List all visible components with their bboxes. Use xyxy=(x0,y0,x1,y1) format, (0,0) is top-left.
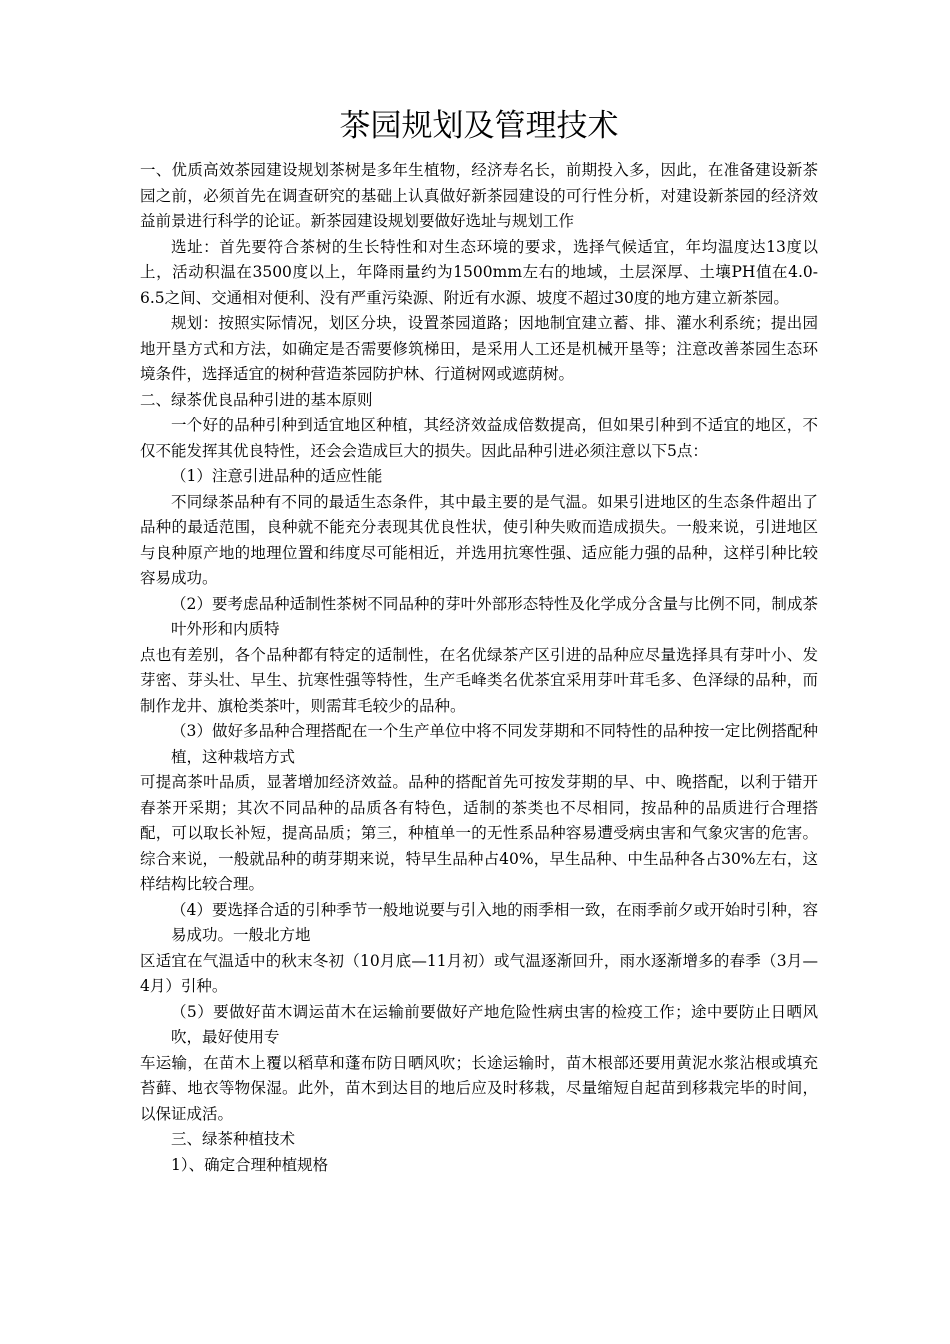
subheading-planting-spec: 1）、确定合理种植规格 xyxy=(171,1155,329,1174)
paragraph-site-selection: 选址：首先要符合茶树的生长特性和对生态环境的要求，选择气候适宜，年均温度达13度以上，活动积温在3500度以上，年降雨量约为1500mm左右的地域，土层深厚、土壤PH值在4.0-6.5之间、交通相对便利、没有严重污染源、附近有水源、坡度不超过30度的地方建立新茶园。 xyxy=(140,237,818,307)
item-1-heading: （1）注意引进品种的适应性能 xyxy=(171,467,383,485)
paragraph-planning: 规划：按照实际情况，划区分块，设置茶园道路；因地制宜建立蓄、排、灌水利系统；提出园地开垦方式和方法，如确定是否需要修筑梯田，是采用人工还是机械开垦等；注意改善茶园生态环境条件，选择适宜的树种营造茶园防护林、行道树网或遮荫树。 xyxy=(140,314,818,383)
paragraph-item-4: 区适宜在气温适中的秋末冬初（10月底—11月初）或气温逐渐回升，雨水逐渐增多的春季（3月—4月）引种。 xyxy=(140,951,818,995)
paragraph-section-1: 一、优质高效茶园建设规划茶树是多年生植物，经济寿名长，前期投入多，因此，在准备建设新茶园之前，必须首先在调查研究的基础上认真做好新茶园建设的可行性分析，对建设新茶园的经济效益前景进行科学的论证。新茶园建设规划要做好选址与规划工作 xyxy=(140,161,818,230)
heading-section-3: 三、绿茶种植技术 xyxy=(171,1130,296,1148)
item-4-heading: （4）要选择合适的引种季节一般地说要与引入地的雨季相一致，在雨季前夕或开始时引种，容易成功。一般北方地 xyxy=(171,900,818,944)
item-5-heading: （5）要做好苗木调运苗木在运输前要做好产地危险性病虫害的检疫工作；途中要防止日晒风吹，最好使用专 xyxy=(171,1002,818,1046)
paragraph-item-5: 车运输，在苗木上覆以稻草和蓬布防日晒风吹；长途运输时，苗木根部还要用黄泥水浆沾根或填充苔藓、地衣等物保湿。此外，苗木到达目的地后应及时移栽，尽量缩短自起苗到移栽完毕的时间，以保证成活。 xyxy=(140,1053,818,1123)
paragraph-item-3: 可提高茶叶品质，显著增加经济效益。品种的搭配首先可按发芽期的早、中、晚搭配，以利于错开春茶开采期；其次不同品种的品质各有特色，适制的茶类也不尽相同，按品种的品质进行合理搭配，可以取长补短，提高品质；第三，种植单一的无性系品种容易遭受病虫害和气象灾害的危害。综合来说，一般就品种的萌芽期来说，特早生品种占40%，早生品种、中生品种各占30%左右，这样结构比较合理。 xyxy=(140,773,818,893)
paragraph-item-2: 点也有差别，各个品种都有特定的适制性，在名优绿茶产区引进的品种应尽量选择具有芽叶小、发芽密、芽头壮、早生、抗寒性强等特性，生产毛峰类名优茶宜采用芽叶茸毛多、色泽绿的品种，而制作龙井、旗枪类茶叶，则需茸毛较少的品种。 xyxy=(140,645,818,715)
item-3-heading: （3）做好多品种合理搭配在一个生产单位中将不同发芽期和不同特性的品种按一定比例搭配种植，这种栽培方式 xyxy=(171,722,818,766)
document-title: 茶园规划及管理技术 xyxy=(339,108,619,144)
paragraph-variety-intro: 一个好的品种引种到适宜地区种植，其经济效益成倍数提高，但如果引种到不适宜的地区，不仅不能发挥其优良特性，还会会造成巨大的损失。因此品种引进必须注意以下5点： xyxy=(140,416,818,460)
heading-section-2: 二、绿茶优良品种引进的基本原则 xyxy=(140,390,373,409)
item-2-heading: （2）要考虑品种适制性茶树不同品种的芽叶外部形态特性及化学成分含量与比例不同，制成茶叶外形和内质特 xyxy=(171,594,818,638)
paragraph-item-1: 不同绿茶品种有不同的最适生态条件，其中最主要的是气温。如果引进地区的生态条件超出了品种的最适范围，良种就不能充分表现其优良性状，使引种失败而造成损失。一般来说，引进地区与良种原产地的地理位置和纬度尽可能相近，并选用抗寒性强、适应能力强的品种，这样引种比较容易成功。 xyxy=(140,492,818,587)
